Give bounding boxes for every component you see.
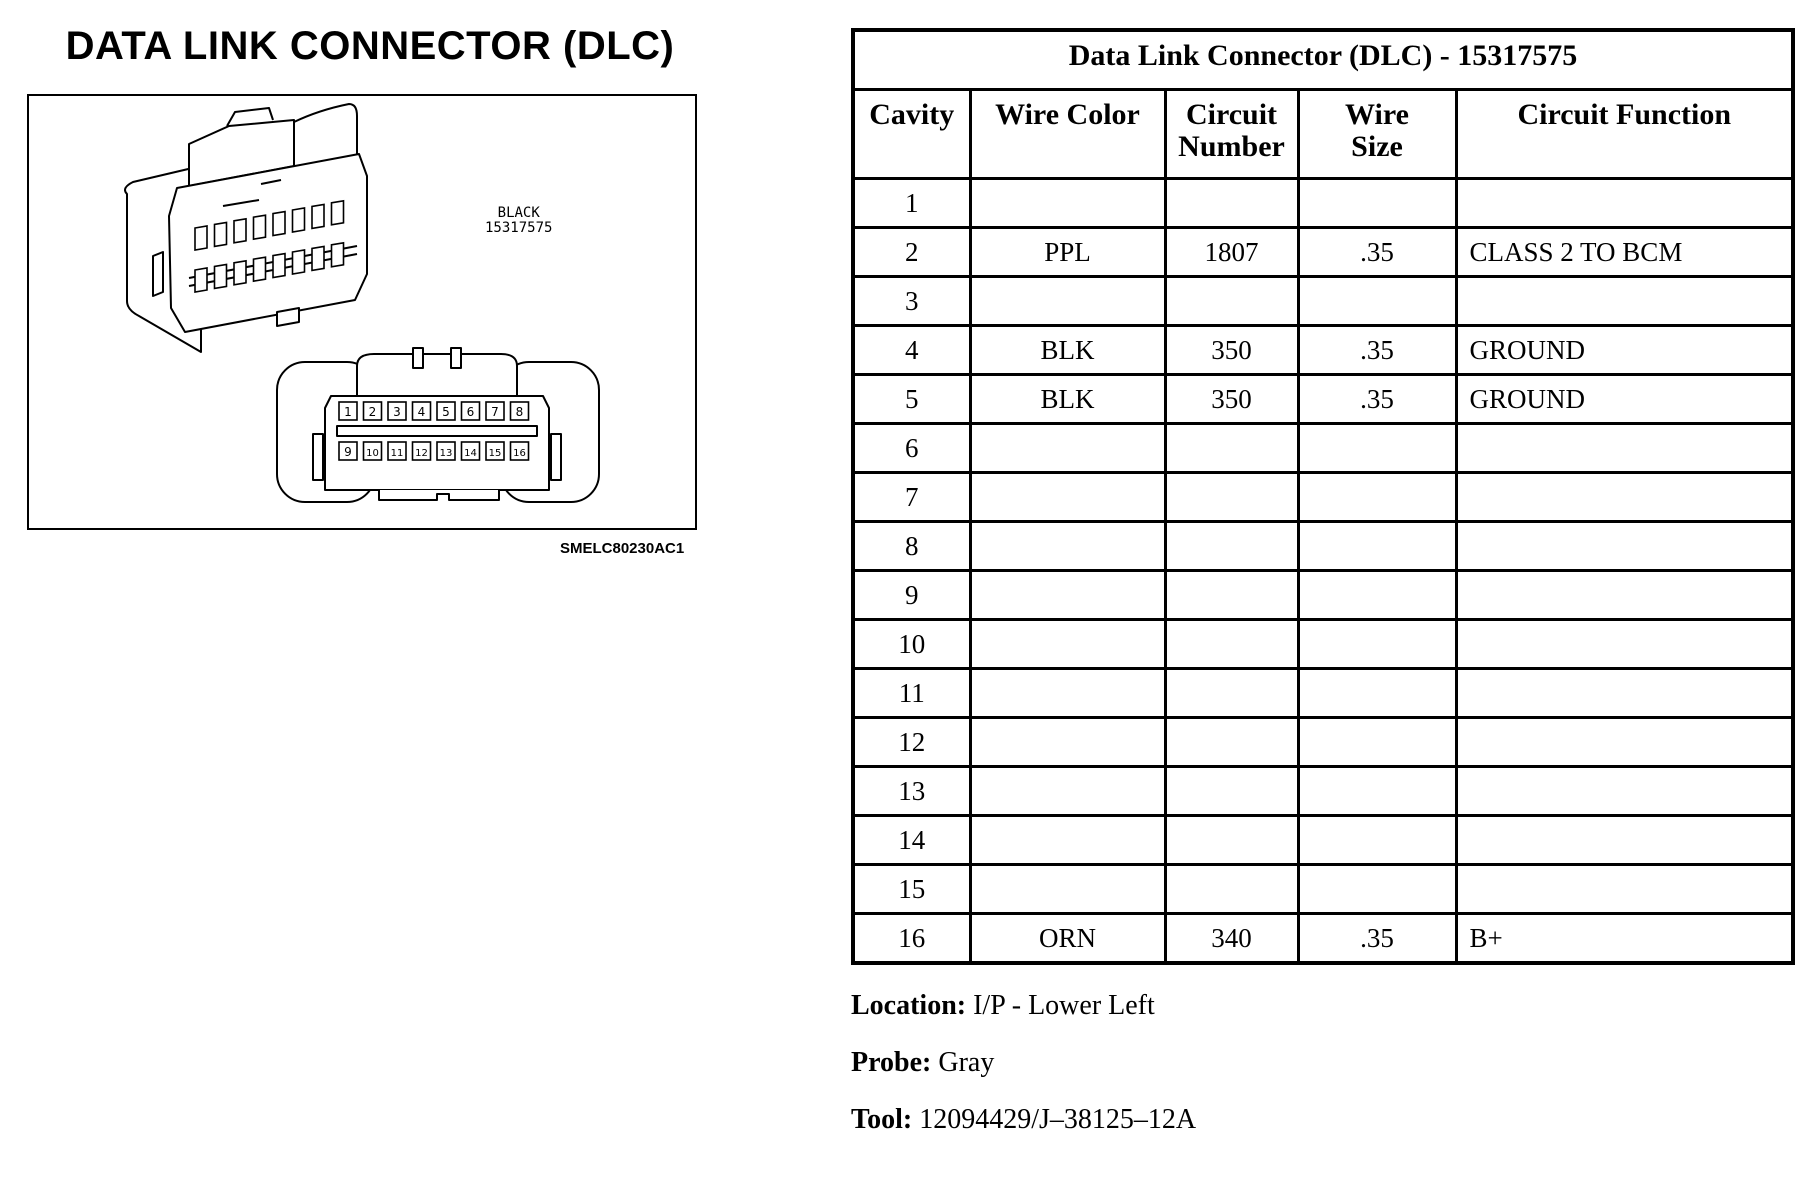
cell-wire-color: [970, 571, 1165, 620]
pin-cavity-7: [486, 402, 504, 420]
pin-cavity-6: [462, 402, 480, 420]
iso-pin-cavity: [195, 268, 207, 292]
table-title: Data Link Connector (DLC) - 15317575: [853, 30, 1793, 90]
pin-number: 2: [368, 405, 377, 419]
pin-cavity-15: [486, 442, 504, 460]
connector-color-label: BLACK: [497, 205, 540, 221]
tool-line: [851, 1104, 1196, 1136]
cell-wire-color: [970, 718, 1165, 767]
iso-pin-cavity: [293, 208, 305, 232]
cell-cavity: 2: [853, 228, 970, 277]
cell-circuit-function: [1456, 669, 1793, 718]
header-circuit-number-line1: Circuit: [1185, 98, 1278, 131]
cell-circuit-number: [1165, 718, 1298, 767]
cell-wire-color: [970, 767, 1165, 816]
cell-wire-size: [1298, 669, 1456, 718]
table-row: [853, 424, 1793, 473]
table-row: [853, 669, 1793, 718]
probe-line: [851, 1047, 994, 1079]
connector-iso-tab-left: [153, 252, 163, 296]
connector-part-number-label: 15317575: [485, 220, 553, 236]
cell-wire-color: ORN: [970, 914, 1165, 964]
cell-circuit-function: [1456, 277, 1793, 326]
header-circuit-function: Circuit Function: [1456, 90, 1793, 179]
cell-circuit-function: B+: [1456, 914, 1793, 964]
cell-wire-color: [970, 277, 1165, 326]
cell-circuit-function: CLASS 2 TO BCM: [1456, 228, 1793, 277]
cell-wire-size: .35: [1298, 228, 1456, 277]
table-row: [853, 179, 1793, 228]
cell-circuit-number: 340: [1165, 914, 1298, 964]
connector-front-tab-right: [551, 434, 561, 480]
iso-pin-cavity: [254, 215, 266, 239]
connector-figure: [27, 94, 697, 530]
cell-cavity: 12: [853, 718, 970, 767]
cell-cavity: 8: [853, 522, 970, 571]
cell-cavity: 13: [853, 767, 970, 816]
cell-circuit-function: [1456, 816, 1793, 865]
tool-label: Tool:: [851, 1104, 913, 1135]
pin-cavity-2: [364, 402, 382, 420]
pin-cavity-10: [364, 442, 382, 460]
cell-wire-color: [970, 179, 1165, 228]
probe-label: Probe:: [851, 1047, 932, 1078]
cell-wire-size: [1298, 522, 1456, 571]
pin-cavity-12: [413, 442, 431, 460]
cell-cavity: 7: [853, 473, 970, 522]
cell-wire-size: .35: [1298, 375, 1456, 424]
header-wire-color: Wire Color: [970, 90, 1165, 179]
table-row: [853, 718, 1793, 767]
pin-number: 16: [513, 448, 526, 459]
table-row: [853, 522, 1793, 571]
table-row: [853, 914, 1793, 964]
cell-wire-color: [970, 473, 1165, 522]
iso-pin-cavity: [254, 257, 266, 281]
pin-cavity-9: [339, 442, 357, 460]
pin-cavity-5: [437, 402, 455, 420]
iso-pin-cavity: [332, 201, 344, 225]
cell-wire-color: BLK: [970, 326, 1165, 375]
cell-wire-color: [970, 816, 1165, 865]
cell-circuit-number: [1165, 669, 1298, 718]
probe-value: Gray: [938, 1047, 995, 1078]
iso-pin-cavity: [312, 204, 324, 228]
cell-wire-color: PPL: [970, 228, 1165, 277]
table-row: [853, 816, 1793, 865]
table-row: [853, 767, 1793, 816]
pin-number: 3: [393, 405, 401, 419]
connector-front-tab-left: [313, 434, 323, 480]
cell-circuit-number: [1165, 767, 1298, 816]
location-line: [851, 990, 1155, 1022]
cell-circuit-function: [1456, 571, 1793, 620]
connector-front-top-shell: [357, 354, 517, 402]
table-row: [853, 228, 1793, 277]
cell-wire-size: .35: [1298, 326, 1456, 375]
table-row: [853, 473, 1793, 522]
iso-pin-cavity: [332, 243, 344, 267]
table-row: [853, 375, 1793, 424]
iso-pin-cavity: [312, 246, 324, 270]
cell-circuit-number: [1165, 865, 1298, 914]
cell-circuit-number: 350: [1165, 375, 1298, 424]
pin-number: 14: [464, 448, 477, 459]
pin-number: 11: [390, 448, 404, 459]
cell-wire-size: .35: [1298, 914, 1456, 964]
cell-wire-color: [970, 669, 1165, 718]
cell-cavity: 16: [853, 914, 970, 964]
cell-circuit-function: [1456, 424, 1793, 473]
cell-cavity: 1: [853, 179, 970, 228]
location-label: Location:: [851, 990, 967, 1021]
cell-cavity: 9: [853, 571, 970, 620]
cell-wire-size: [1298, 865, 1456, 914]
pin-cavity-13: [437, 442, 455, 460]
iso-pin-cavity: [293, 250, 305, 274]
cell-wire-color: BLK: [970, 375, 1165, 424]
tool-value: 12094429/J–38125–12A: [919, 1104, 1197, 1135]
figure-code: SMELC80230AC1: [560, 540, 685, 557]
pin-cavity-1: [339, 402, 357, 420]
cell-circuit-function: [1456, 718, 1793, 767]
table-row: [853, 620, 1793, 669]
iso-pin-cavity: [195, 226, 207, 250]
cell-cavity: 15: [853, 865, 970, 914]
pin-cavity-11: [388, 442, 406, 460]
cell-wire-size: [1298, 473, 1456, 522]
iso-pin-cavity: [234, 261, 246, 285]
header-cavity: Cavity: [853, 90, 970, 179]
cell-wire-size: [1298, 718, 1456, 767]
header-wire-size-line1: Wire: [1345, 98, 1409, 131]
cell-cavity: 14: [853, 816, 970, 865]
cell-wire-color: [970, 620, 1165, 669]
pin-cavity-8: [511, 402, 529, 420]
header-circuit-number-line2: Number: [1178, 130, 1285, 163]
pin-cavity-4: [413, 402, 431, 420]
cell-circuit-function: [1456, 179, 1793, 228]
header-wire-size-line2: Size: [1351, 130, 1403, 163]
cell-cavity: 4: [853, 326, 970, 375]
iso-pin-cavity: [215, 264, 227, 288]
diagram-title: DATA LINK CONNECTOR (DLC): [65, 24, 675, 68]
table-row: [853, 865, 1793, 914]
cell-wire-size: [1298, 424, 1456, 473]
location-value: I/P - Lower Left: [973, 990, 1155, 1021]
cell-circuit-number: [1165, 816, 1298, 865]
pin-number: 9: [344, 445, 352, 459]
cell-cavity: 6: [853, 424, 970, 473]
cell-wire-size: [1298, 620, 1456, 669]
iso-pin-cavity: [234, 219, 246, 243]
cell-circuit-number: [1165, 179, 1298, 228]
cell-circuit-number: [1165, 277, 1298, 326]
pin-number: 7: [491, 405, 499, 419]
cell-cavity: 11: [853, 669, 970, 718]
cell-circuit-number: 350: [1165, 326, 1298, 375]
cell-cavity: 10: [853, 620, 970, 669]
cell-circuit-number: [1165, 522, 1298, 571]
cell-wire-size: [1298, 179, 1456, 228]
connector-drawing: [29, 96, 695, 528]
table-row: [853, 326, 1793, 375]
pin-number: 4: [417, 405, 426, 419]
cell-wire-size: [1298, 816, 1456, 865]
cell-circuit-function: GROUND: [1456, 375, 1793, 424]
iso-pin-cavity: [273, 212, 285, 236]
cell-wire-color: [970, 522, 1165, 571]
pin-number: 6: [466, 405, 475, 419]
cell-wire-size: [1298, 767, 1456, 816]
iso-pin-cavity: [273, 254, 285, 278]
cell-wire-color: [970, 865, 1165, 914]
cell-circuit-number: [1165, 424, 1298, 473]
cell-circuit-function: GROUND: [1456, 326, 1793, 375]
cell-circuit-number: [1165, 620, 1298, 669]
cell-circuit-function: [1456, 473, 1793, 522]
pin-cavity-3: [388, 402, 406, 420]
header-circuit-number: [1165, 90, 1298, 179]
cell-circuit-function: [1456, 620, 1793, 669]
pin-number: 15: [488, 448, 502, 459]
pin-cavity-16: [511, 442, 529, 460]
pin-number: 10: [366, 448, 379, 459]
pin-cavity-14: [462, 442, 480, 460]
cell-circuit-number: 1807: [1165, 228, 1298, 277]
table-row: [853, 571, 1793, 620]
cell-cavity: 5: [853, 375, 970, 424]
cell-cavity: 3: [853, 277, 970, 326]
cell-wire-size: [1298, 571, 1456, 620]
header-wire-size: [1298, 90, 1456, 179]
pin-number: 5: [442, 405, 450, 419]
pinout-table: [851, 28, 1795, 965]
cell-wire-color: [970, 424, 1165, 473]
cell-circuit-function: [1456, 767, 1793, 816]
cell-circuit-function: [1456, 522, 1793, 571]
cell-circuit-function: [1456, 865, 1793, 914]
cell-circuit-number: [1165, 473, 1298, 522]
pin-number: 8: [515, 405, 524, 419]
cell-wire-size: [1298, 277, 1456, 326]
iso-pin-cavity: [215, 222, 227, 246]
pin-number: 12: [415, 448, 428, 459]
pin-number: 1: [344, 405, 352, 419]
table-row: [853, 277, 1793, 326]
connector-iso-key: [277, 308, 299, 326]
pin-number: 13: [439, 448, 453, 459]
cell-circuit-number: [1165, 571, 1298, 620]
